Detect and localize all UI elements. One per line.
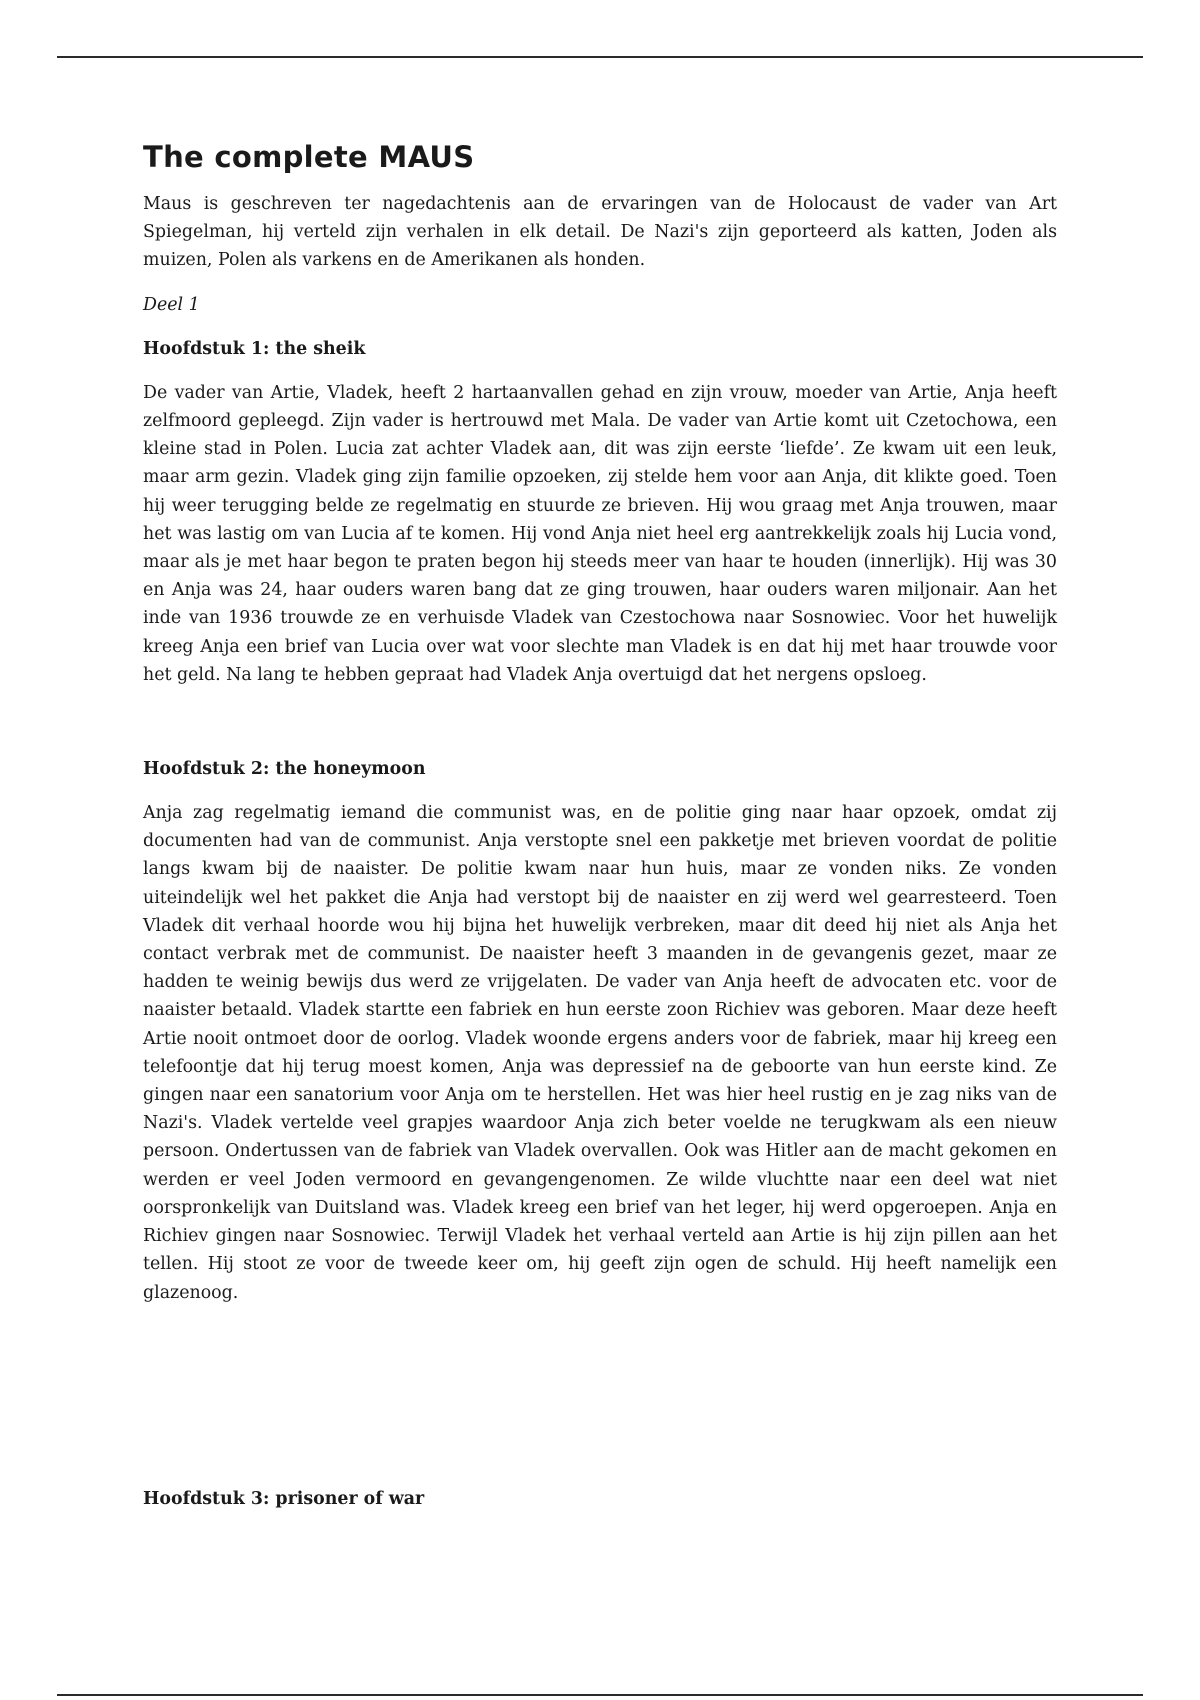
intro-paragraph: Maus is geschreven ter nagedachtenis aan de ervaringen van de Holocaust de vader van Art Spiegelman, hij verteld zijn verhalen in elk detail. De Nazi's zijn geporteerd als katten, Joden als muizen, Polen als varkens en de Amerikanen als honden. bbox=[143, 194, 1057, 271]
document-body bbox=[143, 138, 1057, 1529]
chapter-1-heading: Hoofdstuk 1: the sheik bbox=[143, 338, 366, 359]
page-header-rule bbox=[57, 56, 1143, 58]
chapter-2-heading: Hoofdstuk 2: the honeymoon bbox=[143, 759, 426, 780]
chapter-2-body: Anja zag regelmatig iemand die communist was, en de politie ging naar haar opzoek, omdat zij documenten had van de communist. Anja verstopte snel een pakketje met brieven voordat de politie langs kwam bij de naaister. De politie kwam naar hun huis, maar ze vonden niks. Ze vonden uiteindelijk wel het pakket die Anja had verstopt bij de naaister en zij werd wel gearresteerd. Toen Vladek dit verhaal hoorde wou hij bijna het huwelijk verbreken, maar dit deed hij niet als Anja het contact verbrak met de communist. De naaister heeft 3 maanden in de gevangenis gezet, maar ze hadden te weinig bewijs dus werd ze vrijgelaten. De vader van Anja heeft de advocaten etc. voor de naaister betaald. Vladek startte een fabriek en hun eerste zoon Richiev was geboren. Maar deze heeft Artie nooit ontmoet door de oorlog. Vladek woonde ergens anders voor de fabriek, maar hij kreeg een telefoontje dat hij terug moest komen, Anja was depressief na de geboorte van hun eerste kind. Ze gingen naar een sanatorium voor Anja om te herstellen. Het was hier heel rustig en je zag niks van de Nazi's. Vladek vertelde veel grapjes waardoor Anja zich beter voelde ne terugkwam als een nieuw persoon. Ondertussen van de fabriek van Vladek overvallen. Ook was Hitler aan de macht gekomen en werden er veel Joden vermoord en gevangengenomen. Ze wilde vluchtte naar een deel wat niet oorspronkelijk van Duitsland was. Vladek kreeg een brief van het leger, hij werd opgeroepen. Anja en Richiev gingen naar Sosnowiec. Terwijl Vladek het verhaal verteld aan Artie is hij zijn pillen aan het tellen. Hij stoot ze voor de tweede keer om, hij geeft zijn ogen de schuld. Hij heeft namelijk een glazenoog. bbox=[143, 803, 1057, 1303]
chapter-3-heading: Hoofdstuk 3: prisoner of war bbox=[143, 1488, 425, 1509]
part-label: Deel 1 bbox=[143, 294, 200, 315]
chapter-1-body: De vader van Artie, Vladek, heeft 2 hartaanvallen gehad en zijn vrouw, moeder van Artie, Anja heeft zelfmoord gepleegd. Zijn vader is hertrouwd met Mala. De vader van Artie komt uit Czetochowa, een kleine stad in Polen. Lucia zat achter Vladek aan, dit was zijn eerste ‘liefde’. Ze kwam uit een leuk, maar arm gezin. Vladek ging zijn familie opzoeken, zij stelde hem voor aan Anja, dit klikte goed. Toen hij weer terugging belde ze regelmatig en stuurde ze brieven. Hij wou graag met Anja trouwen, maar het was lastig om van Lucia af te komen. Hij vond Anja niet heel erg aantrekkelijk zoals hij Lucia vond, maar als je met haar begon te praten begon hij steeds meer van haar te houden (innerlijk). Hij was 30 en Anja was 24, haar ouders waren bang dat ze ging trouwen, haar ouders waren miljonair. Aan het inde van 1936 trouwde ze en verhuisde Vladek van Czestochowa naar Sosnowiec. Voor het huwelijk kreeg Anja een brief van Lucia over wat voor slechte man Vladek is en dat hij met haar trouwde voor het geld. Na lang te hebben gepraat had Vladek Anja overtuigd dat het nergens opsloeg. bbox=[143, 382, 1057, 685]
page-footer-rule bbox=[57, 1694, 1143, 1696]
document-title: The complete MAUS bbox=[143, 140, 475, 174]
